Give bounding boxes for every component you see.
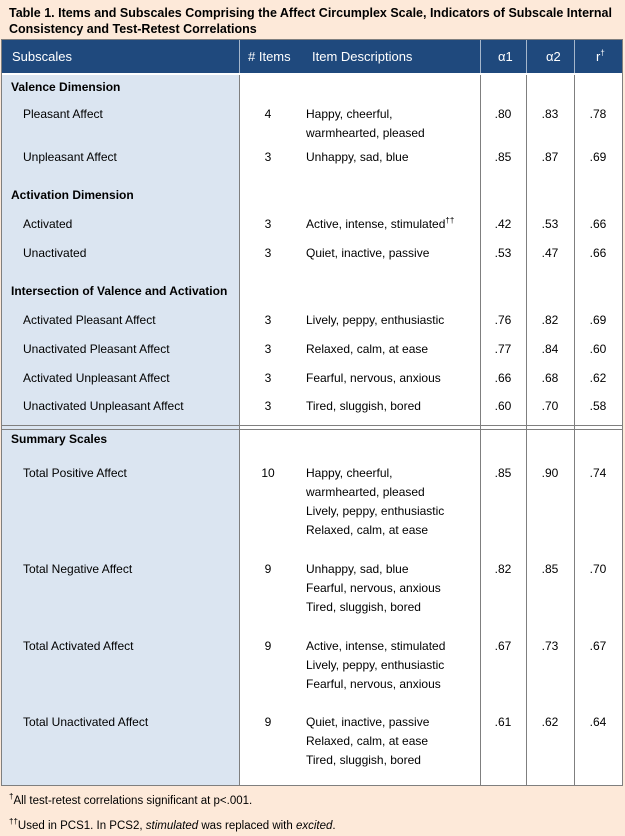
subscale-name: Total Activated Affect (23, 639, 134, 653)
item-description: Active, intense, stimulated (306, 639, 446, 653)
retest-value: .74 (589, 466, 607, 480)
subscale-name: Unactivated Unpleasant Affect (23, 399, 184, 413)
alpha2-value: .87 (541, 150, 559, 164)
item-count: 3 (264, 342, 272, 356)
item-description: Active, intense, stimulated†† (306, 216, 455, 231)
header-subscales: Subscales (12, 49, 72, 64)
footnote-2: ††Used in PCS1. In PCS2, stimulated was replaced with excited. (9, 817, 336, 832)
retest-value: .66 (589, 217, 607, 231)
alpha2-value: .90 (541, 466, 559, 480)
item-description: Tired, sluggish, bored (306, 399, 421, 413)
data-table (1, 39, 623, 786)
item-description: Fearful, nervous, anxious (306, 677, 441, 691)
item-description: Relaxed, calm, at ease (306, 342, 429, 356)
retest-value: .78 (589, 107, 607, 121)
item-count: 4 (264, 107, 272, 121)
alpha2-value: .68 (541, 371, 559, 385)
item-count: 3 (264, 217, 272, 231)
alpha2-value: .70 (541, 399, 559, 413)
item-description: warmhearted, pleased (306, 126, 425, 140)
item-description: Unhappy, sad, blue (306, 562, 409, 576)
header-descriptions: Item Descriptions (312, 49, 413, 64)
alpha1-value: .61 (494, 715, 512, 729)
item-description: warmhearted, pleased (306, 485, 425, 499)
retest-value: .66 (589, 246, 607, 260)
item-description: Relaxed, calm, at ease (306, 734, 429, 748)
column-divider (526, 75, 527, 785)
section-heading: Activation Dimension (11, 188, 134, 202)
section-heading: Summary Scales (11, 432, 108, 446)
alpha1-value: .60 (494, 399, 512, 413)
item-count: 3 (264, 313, 272, 327)
subscale-name: Unactivated Pleasant Affect (23, 342, 170, 356)
item-description: Lively, peppy, enthusiastic (306, 658, 445, 672)
alpha1-value: .53 (494, 246, 512, 260)
section-heading: Intersection of Valence and Activation (11, 284, 228, 298)
retest-value: .69 (589, 313, 607, 327)
alpha1-value: .85 (494, 150, 512, 164)
item-count: 9 (264, 639, 272, 653)
alpha1-value: .67 (494, 639, 512, 653)
column-divider (480, 75, 481, 785)
alpha1-value: .42 (494, 217, 512, 231)
item-count: 9 (264, 715, 272, 729)
section-heading: Valence Dimension (11, 80, 121, 94)
table-header (2, 40, 622, 75)
alpha2-value: .73 (541, 639, 559, 653)
retest-value: .69 (589, 150, 607, 164)
item-count: 3 (264, 246, 272, 260)
alpha2-value: .82 (541, 313, 559, 327)
header-alpha2: α2 (546, 49, 561, 64)
subscale-name: Activated Pleasant Affect (23, 313, 156, 327)
subscale-name: Total Negative Affect (23, 562, 133, 576)
footnote-mark: †† (445, 216, 455, 225)
alpha2-value: .83 (541, 107, 559, 121)
alpha1-value: .85 (494, 466, 512, 480)
column-divider (574, 75, 575, 785)
item-count: 3 (264, 150, 272, 164)
subscale-name: Pleasant Affect (23, 107, 103, 121)
subscale-name: Activated (23, 217, 73, 231)
alpha2-value: .84 (541, 342, 559, 356)
retest-value: .64 (589, 715, 607, 729)
alpha2-value: .53 (541, 217, 559, 231)
table-title: Table 1. Items and Subscales Comprising the Affect Circumplex Scale, Indicators of Subscale Internal Consistency and Test-Retest Correlations (9, 6, 612, 36)
retest-value: .70 (589, 562, 607, 576)
subscale-name: Total Positive Affect (23, 466, 127, 480)
footnote-1: †All test-retest correlations significant at p<.001. (9, 792, 253, 807)
header-alpha1: α1 (498, 49, 513, 64)
item-description: Tired, sluggish, bored (306, 753, 421, 767)
item-description: Lively, peppy, enthusiastic (306, 504, 445, 518)
item-count: 10 (261, 466, 275, 480)
alpha1-value: .76 (494, 313, 512, 327)
item-description: Lively, peppy, enthusiastic (306, 313, 445, 327)
retest-value: .62 (589, 371, 607, 385)
subscale-name: Activated Unpleasant Affect (23, 371, 170, 385)
alpha1-value: .77 (494, 342, 512, 356)
subscale-name: Unpleasant Affect (23, 150, 117, 164)
item-description: Unhappy, sad, blue (306, 150, 409, 164)
item-description: Fearful, nervous, anxious (306, 581, 441, 595)
header-items: # Items (248, 49, 291, 64)
retest-value: .58 (589, 399, 607, 413)
item-description: Happy, cheerful, (306, 466, 393, 480)
retest-value: .67 (589, 639, 607, 653)
subscale-name: Total Unactivated Affect (23, 715, 149, 729)
item-description: Quiet, inactive, passive (306, 246, 430, 260)
item-description: Tired, sluggish, bored (306, 600, 421, 614)
alpha1-value: .82 (494, 562, 512, 576)
alpha1-value: .80 (494, 107, 512, 121)
alpha2-value: .47 (541, 246, 559, 260)
header-r: r† (596, 48, 605, 64)
item-count: 3 (264, 399, 272, 413)
alpha1-value: .66 (494, 371, 512, 385)
item-description: Quiet, inactive, passive (306, 715, 430, 729)
subscale-name: Unactivated (23, 246, 87, 260)
alpha2-value: .85 (541, 562, 559, 576)
alpha2-value: .62 (541, 715, 559, 729)
item-description: Relaxed, calm, at ease (306, 523, 429, 537)
item-description: Fearful, nervous, anxious (306, 371, 441, 385)
retest-value: .60 (589, 342, 607, 356)
item-count: 3 (264, 371, 272, 385)
column-divider (239, 75, 240, 785)
item-description: Happy, cheerful, (306, 107, 393, 121)
item-count: 9 (264, 562, 272, 576)
